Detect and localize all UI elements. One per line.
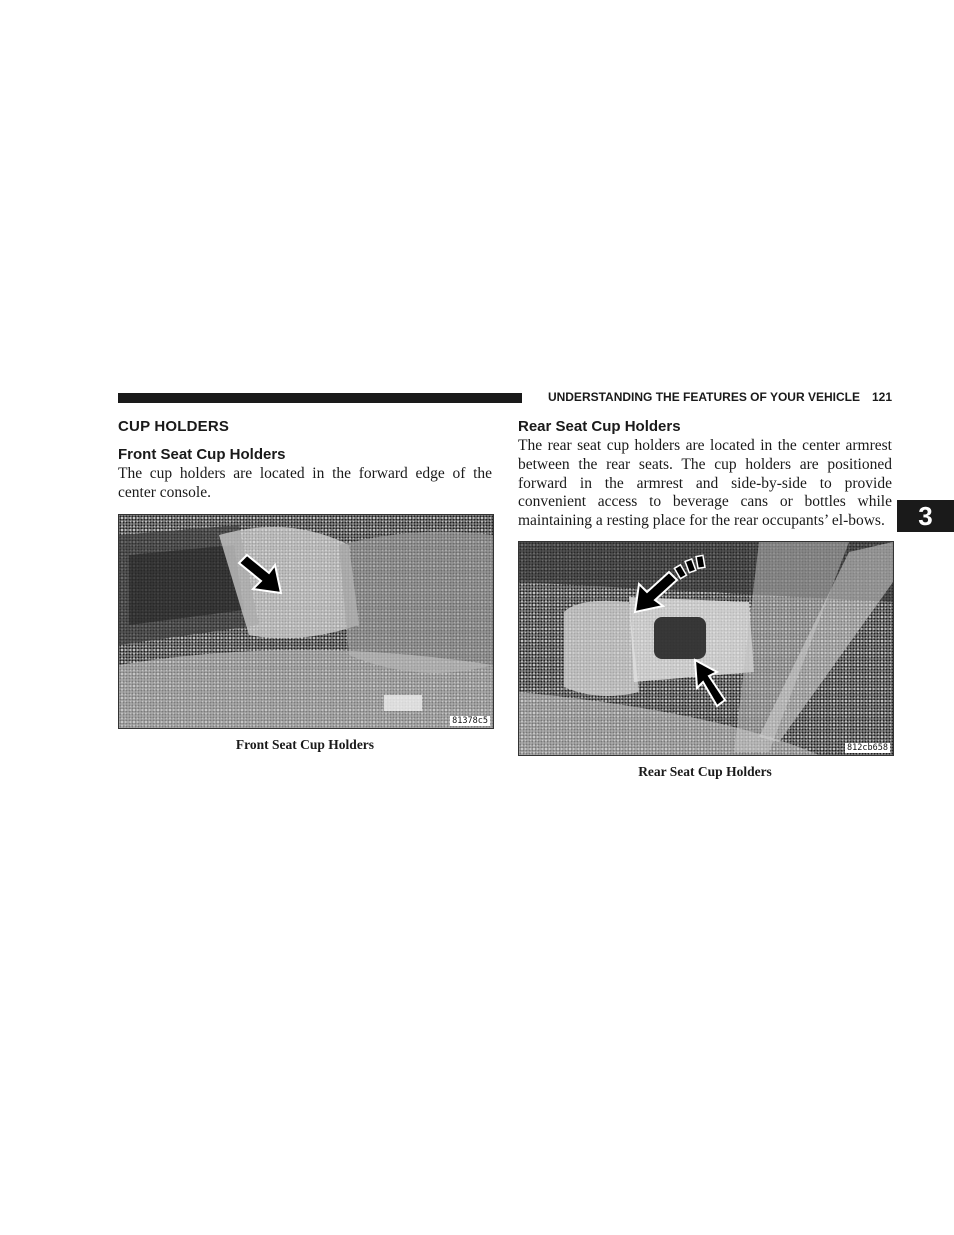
front-caption: Front Seat Cup Holders xyxy=(235,736,375,752)
rear-caption: Rear Seat Cup Holders xyxy=(638,763,772,779)
front-illustration-shapes xyxy=(119,515,493,728)
front-figure-code: 81378c5 xyxy=(452,715,488,726)
left-column xyxy=(118,418,492,753)
section-title: CUP HOLDERS xyxy=(118,418,230,435)
front-body: The cup holders are located in the forward edge of the center console. xyxy=(118,465,492,501)
right-column xyxy=(518,418,892,780)
front-cup-holder-illustration xyxy=(118,514,494,729)
front-heading: Front Seat Cup Holders xyxy=(118,446,286,463)
running-header xyxy=(532,390,892,404)
rear-figure-code: 812cb658 xyxy=(847,742,888,753)
rear-illustration-shapes xyxy=(519,542,893,755)
rear-heading: Rear Seat Cup Holders xyxy=(518,418,681,435)
chapter-tab: 3 xyxy=(897,500,954,532)
page-number: 121 xyxy=(871,390,892,404)
rear-body: The rear seat cup holders are located in the center armrest between the rear seats. The cup holders are positioned forward in the armrest and side-by-side to provide convenient access to beverage cans or bottles while maintaining a resting place for the rear occupants’ el-bows. xyxy=(518,437,892,530)
rear-cup-holder-illustration xyxy=(518,541,894,756)
running-header-title: UNDERSTANDING THE FEATURES OF YOUR VEHICLE xyxy=(547,390,860,404)
header-rule xyxy=(118,393,522,403)
